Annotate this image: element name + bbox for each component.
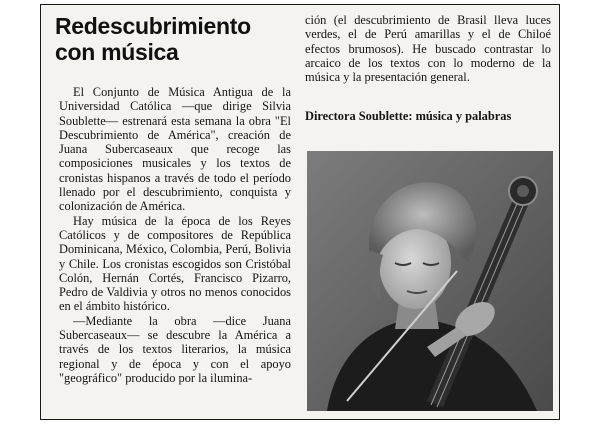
article-paragraph-1: El Conjunto de Música Antigua de la Universidad Católica —que dirige Silvia Soublette— estrenará esta semana la obra "El Descubrimiento de América", creación de Juana Subercaseaux que recoge las composiciones musicales y los textos de cronistas hispanos a través de todo el período llenado por el descubrimiento, conquista y colonización de América. [59,85,291,214]
photo-woman-playing-cello [307,151,553,411]
headline [55,13,305,65]
newspaper-clipping [40,4,560,420]
article-body-left-column [59,85,291,385]
photo-subhead: Directora Soublette: música y palabras [305,109,512,123]
headline-line-1: Redescubrimiento [55,13,251,39]
article-body-right-column [305,13,551,84]
headline-line-2: con música [55,39,179,65]
article-continuation: ción (el descubrimiento de Brasil lleva luces verdes, el de Perú amarillas y el de Chiloé efectos brumosos). He buscado contrastar lo arcaico de los textos con lo moderno de la música y la presentación general. [305,13,551,85]
article-paragraph-3: —Mediante la obra —dice Juana Subercaseaux— se descubre la América a través de los textos literarios, la música regional y de época y con el apoyo "geográfico" producido por la ilumina- [59,313,291,385]
article-paragraph-2: Hay música de la época de los Reyes Católicos y de compositores de República Dominicana, México, Colombia, Perú, Bolivia y Chile. Los cronistas escogidos son Cristóbal Colón, Hernán Cortés, Francisco Pizarro, Pedro de Valdivia y otros no menos conocidos en el ámbito histórico. [59,213,291,314]
woman-playing-cello-icon [307,151,553,411]
